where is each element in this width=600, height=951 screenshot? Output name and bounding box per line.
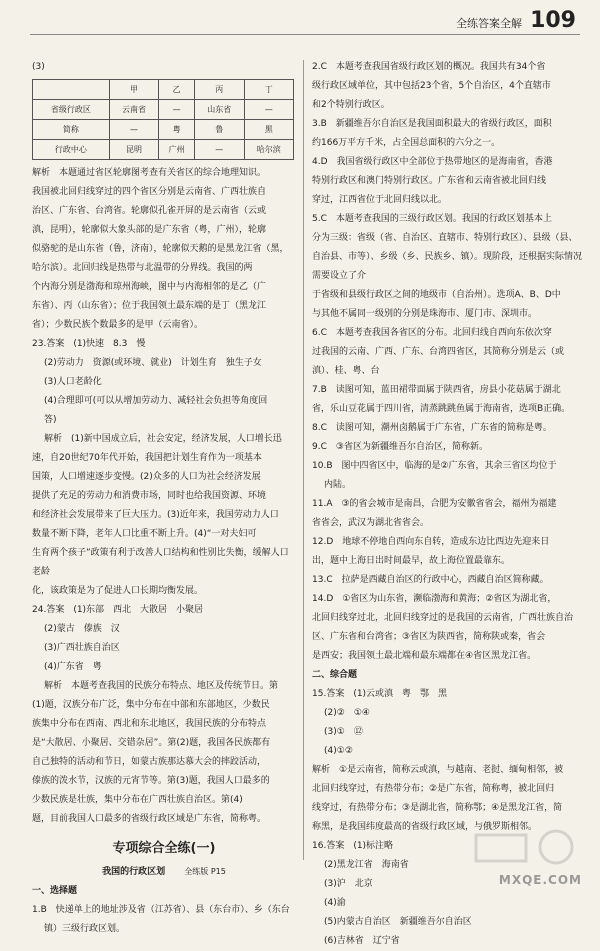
table-cell: 哈尔滨 bbox=[244, 140, 294, 160]
table-cell: 简称 bbox=[33, 120, 110, 140]
text-line: (2)② ①④ bbox=[324, 708, 370, 718]
table-cell: — bbox=[195, 140, 244, 160]
text-line: 答) bbox=[44, 415, 57, 425]
text-line: 24.答案 (1)东部 西北 大散居 小聚居 bbox=[32, 605, 204, 615]
table-cell: 行政中心 bbox=[33, 140, 110, 160]
text-line: 和2个特别行政区。 bbox=[312, 100, 390, 110]
text-line: 解析 本题考查我国的民族分布特点、地区及传统节日。第 bbox=[44, 681, 279, 691]
text-line: 1.B 快递单上的地址涉及省（江苏省）、县（东台市）、乡（东台 bbox=[32, 905, 290, 915]
text-line: (3)广西壮族自治区 bbox=[44, 643, 120, 653]
text-line: 生育两个孩子”政策有利于改善人口结构和性别比失衡，缓解人口老龄 bbox=[32, 548, 289, 577]
text-line: 8.C 读图可知，潮州卤鹅属于广东省，广东省的简称是粤。 bbox=[312, 423, 552, 433]
text-line: (4)①② bbox=[324, 746, 353, 756]
table-row bbox=[33, 140, 294, 160]
text-line: 提供了充足的劳动力和消费市场，同时也给我国资源、环境 bbox=[32, 491, 267, 501]
column-divider bbox=[303, 60, 304, 860]
text-line: 级行政区域单位，其中包括23个省，5个自治区，4个直辖市 bbox=[312, 81, 551, 91]
text-line: (2)蒙古 傣族 汉 bbox=[44, 624, 120, 634]
text-line: 16.答案 (1)标注略 bbox=[312, 841, 394, 851]
table-label: (3) bbox=[32, 62, 45, 72]
table-row bbox=[33, 120, 294, 140]
text-line: 自治县、市等）、乡级（乡、民族乡、镇）。现阶段，还根据实际情况需要设立了介 bbox=[312, 252, 583, 281]
table-cell: 山东省 bbox=[195, 100, 244, 120]
text-line: (2)劳动力 资源(或环境、就业) 计划生育 独生子女 bbox=[44, 358, 262, 368]
text-line: 穿过，江西省位于北回归线以北。 bbox=[312, 195, 448, 205]
right-column bbox=[312, 58, 584, 951]
text-line: 称黑，是我国纬度最高的省级行政区域，与俄罗斯相邻。 bbox=[312, 822, 538, 832]
text-line: 14.D ①省区为山东省，濒临渤海和黄海；②省区为湖北省， bbox=[312, 594, 557, 604]
text-line: 题，目前我国人口最多的省级行政区域是广东省，简称粤。 bbox=[32, 814, 267, 824]
text-line: 约166万平方千米，占全国总面积的六分之一。 bbox=[312, 138, 501, 148]
header-title: 全练答案全解 bbox=[456, 17, 523, 30]
table-cell: 云南省 bbox=[109, 100, 158, 120]
table-cell: 乙 bbox=[159, 80, 195, 100]
text-line: (2)黑龙江省 海南省 bbox=[324, 860, 409, 870]
text-line: 和经济社会发展带来了巨大压力。(3)近年来，我国劳动力人口 bbox=[32, 510, 279, 520]
table-row bbox=[33, 100, 294, 120]
left-column bbox=[32, 58, 296, 939]
text-line: 过我国的云南、广西、广东、台湾四省区，其简称分别是云（或 bbox=[312, 347, 565, 357]
text-line: 国策，人口增速逐步变慢。(2)众多的人口为社会经济发展 bbox=[32, 472, 261, 482]
text-line: 省，乐山豆花属于四川省，清蒸跳跳鱼属于海南省，选项B正确。 bbox=[312, 404, 571, 414]
answer-24 bbox=[32, 601, 296, 829]
text-line: (5)内蒙古自治区 新疆维吾尔自治区 bbox=[324, 917, 472, 927]
text-line: 傣族的泼水节，汉族的元宵节等。第(3)题，我国人口最多的 bbox=[32, 776, 270, 786]
text-line: 北回归线穿过，有热带分布；②是广东省，简称粤，被北回归 bbox=[312, 784, 555, 794]
text-line: (3)① ⑫ bbox=[324, 727, 363, 737]
text-line: 东省）、丙（山东省）；位于我国领土最东端的是丁（黑龙江 bbox=[32, 301, 267, 311]
table-cell: 甲 bbox=[109, 80, 158, 100]
table-cell: 丙 bbox=[195, 80, 244, 100]
text-line: 9.C ③省区为新疆维吾尔自治区，简称新。 bbox=[312, 442, 488, 452]
text-line: 我国被北回归线穿过的四个省区分别是云南省、广西壮族自 bbox=[32, 187, 267, 197]
text-line: 似骆驼的是山东省（鲁，济南），轮廓似天鹅的是黑龙江省（黑， bbox=[32, 244, 289, 254]
answers-2-14 bbox=[312, 58, 584, 666]
text-line: 滇，昆明），轮廓似大象头部的是广东省（粤，广州），轮廓 bbox=[32, 225, 267, 235]
table-header-row bbox=[33, 80, 294, 100]
text-line: 化，该政策是为了促进人口长期均衡发展。 bbox=[32, 586, 204, 596]
page-reference: 全练版 P15 bbox=[184, 867, 226, 876]
header-divider bbox=[30, 34, 580, 35]
text-line: 7.B 读图可知，蓝田裙带面属于陕西省，房县小花菇属于湖北 bbox=[312, 385, 561, 395]
text-line: 个内海分别是渤海和琼州海峡，图中与内海相邻的是乙（广 bbox=[32, 282, 267, 292]
text-line: 特别行政区和澳门特别行政区。广东省和云南省被北回归线 bbox=[312, 176, 547, 186]
table-cell: 丁 bbox=[244, 80, 294, 100]
text-line: 分为三级：省级（省、自治区、直辖市、特别行政区）、县级（县、 bbox=[312, 233, 578, 243]
watermark-text: MXQE.COM bbox=[498, 873, 582, 887]
subsection-title-text: 我国的行政区划 bbox=[102, 867, 166, 877]
table-cell: 鲁 bbox=[195, 120, 244, 140]
text-line: (1)题，汉族分布广泛，集中分布在中部和东部地区，少数民 bbox=[32, 700, 270, 710]
table-cell: 省级行政区 bbox=[33, 100, 110, 120]
text-line: 11.A ③的省会城市是南昌，合肥为安徽省省会，福州为福建 bbox=[312, 499, 557, 509]
text-line: 少数民族是壮族，集中分布在广西壮族自治区。第(4) bbox=[32, 795, 243, 805]
text-line: 区、广东省和台湾省；③省区为陕西省，简称陕或秦，省会 bbox=[312, 632, 546, 642]
province-table bbox=[32, 79, 294, 160]
section-title: 专项综合全练(一) bbox=[112, 841, 216, 856]
text-line: 数量不断下降，老年人口比重不断上升。(4)“一对夫妇可 bbox=[32, 529, 257, 539]
text-line: (3)沪 北京 bbox=[324, 879, 373, 889]
text-line: 6.C 本题考查我国各省区的分布。北回归线自西向东依次穿 bbox=[312, 328, 552, 338]
text-line: 自己独特的活动和节日，如蒙古族那达慕大会的摔跤活动， bbox=[32, 757, 267, 767]
text-line: 解析 (1)新中国成立后，社会安定，经济发展，人口增长迅 bbox=[44, 434, 282, 444]
text-line: (4)合理即可(可以从增加劳动力、减轻社会负担等角度回 bbox=[44, 396, 268, 406]
text-line: 省）；少数民族个数最多的是甲（云南省）。 bbox=[32, 320, 204, 330]
table-cell: 黑 bbox=[244, 120, 294, 140]
text-line: 23.答案 (1)快速 8.3 慢 bbox=[32, 339, 146, 349]
text-line: 北回归线穿过北，北回归线穿过的是我国的云南省，广西壮族自治 bbox=[312, 613, 574, 623]
text-line: 是西安；我国领土最北端和最东端都在④省区黑龙江省。 bbox=[312, 651, 537, 661]
table-cell: 昆明 bbox=[109, 140, 158, 160]
answer-23 bbox=[32, 335, 296, 601]
text-line: 与其他不属同一级别的分别是珠海市、厦门市、深圳市。 bbox=[312, 309, 538, 319]
text-line: 12.D 地球不停地自西向东自转，造成东边比西边先迎来日 bbox=[312, 537, 550, 547]
text-line: (6)吉林省 辽宁省 bbox=[324, 936, 400, 946]
text-line: 于省级和县级行政区之间的地级市（自治州）。选项A、B、D中 bbox=[312, 290, 561, 300]
part-heading: 二、综合题 bbox=[312, 670, 358, 680]
table-cell: — bbox=[109, 120, 158, 140]
text-line: 3.B 新疆维吾尔自治区是我国面积最大的省级行政区，面积 bbox=[312, 119, 552, 129]
text-line: 2.C 本题考查我国省级行政区划的概况。我国共有34个省 bbox=[312, 62, 546, 72]
text-line: 出，题中上海日出时间最早，故上海位置最靠东。 bbox=[312, 556, 511, 566]
table-cell: 广州 bbox=[159, 140, 195, 160]
text-line: 5.C 本题考查我国的三级行政区划。我国的行政区划基本上 bbox=[312, 214, 552, 224]
text-line: (4)渝 bbox=[324, 898, 346, 908]
table-cell: — bbox=[244, 100, 294, 120]
text-line: 解析 ①是云南省，简称云或滇，与越南、老挝、缅甸相邻，被 bbox=[312, 765, 564, 775]
text-line: 4.D 我国省级行政区中全部位于热带地区的是海南省，香港 bbox=[312, 157, 553, 167]
page-header bbox=[456, 8, 576, 33]
text-line: 解析 本题通过省区轮廓图考查有关省区的综合地理知识。 bbox=[32, 168, 267, 178]
text-line: 内陆。 bbox=[324, 480, 352, 490]
subsection-title bbox=[32, 862, 296, 882]
text-line: 是“大散居、小聚居、交错杂居”。第(2)题，我国各民族都有 bbox=[32, 738, 271, 748]
text-line: 镇）三级行政区划。 bbox=[44, 924, 126, 934]
text-line: 线穿过，有热带分布；③是湖北省，简称鄂；④是黑龙江省，简 bbox=[312, 803, 563, 813]
text-line: 哈尔滨）。北回归线是热带与北温带的分界线。我国的两 bbox=[32, 263, 253, 273]
text-line: 速，自20世纪70年代开始，我国把计划生育作为一项基本 bbox=[32, 453, 262, 463]
answer-15 bbox=[312, 685, 584, 837]
text-line: 治区、广东省、台湾省。轮廓似孔雀开屏的是云南省（云或 bbox=[32, 206, 267, 216]
text-line: 省省会，武汉为湖北省省会。 bbox=[312, 518, 430, 528]
table-cell: — bbox=[159, 100, 195, 120]
table-cell: 粤 bbox=[159, 120, 195, 140]
text-line: 族集中分布在西南、西北和东北地区，我国民族的分布特点 bbox=[32, 719, 267, 729]
table-cell bbox=[33, 80, 110, 100]
text-line: 10.B 图中四省区中，临海的是②广东省，其余三省区均位于 bbox=[312, 461, 557, 471]
text-line: 15.答案 (1)云或滇 粤 鄂 黑 bbox=[312, 689, 448, 699]
text-line: (3)人口老龄化 bbox=[44, 377, 102, 387]
page-number: 109 bbox=[530, 8, 576, 33]
text-line: 滇）、桂、粤、台 bbox=[312, 366, 380, 376]
analysis-block bbox=[32, 164, 296, 335]
text-line: (4)广东省 粤 bbox=[44, 662, 102, 672]
text-line: 13.C 拉萨是西藏自治区的行政中心，西藏自治区简称藏。 bbox=[312, 575, 549, 585]
part-heading: 一、选择题 bbox=[32, 886, 78, 896]
